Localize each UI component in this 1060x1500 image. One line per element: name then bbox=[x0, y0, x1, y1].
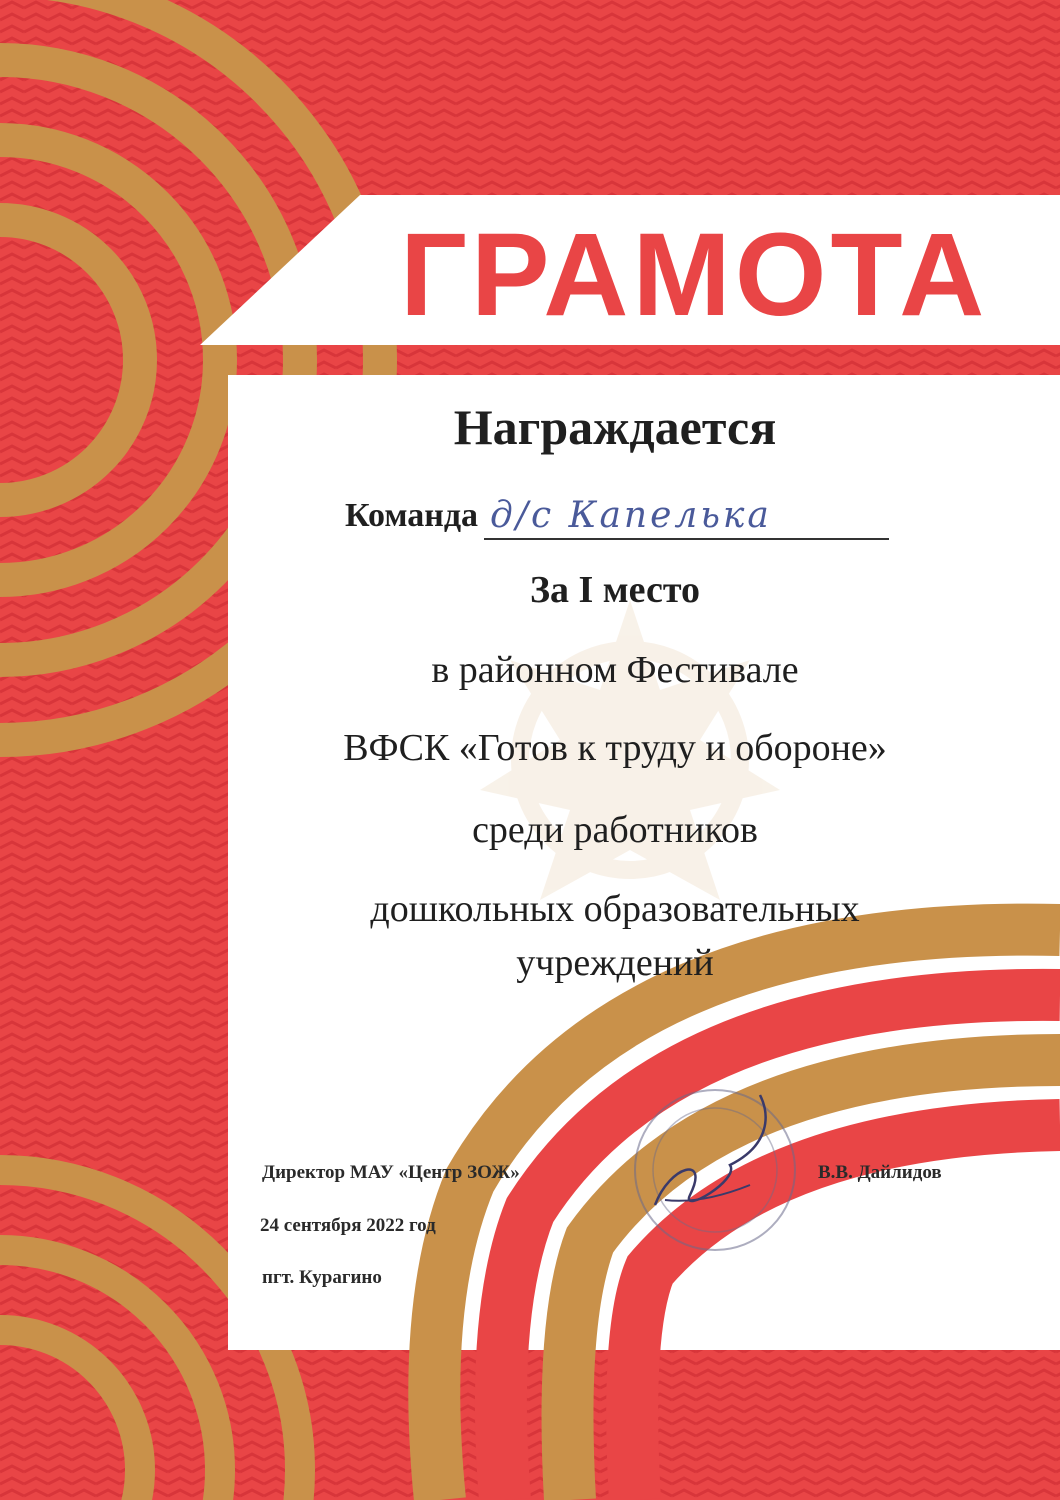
issue-place: пгт. Курагино bbox=[262, 1267, 382, 1288]
body-line-5: учреждений bbox=[516, 942, 714, 984]
team-label: Команда bbox=[345, 497, 479, 534]
body-line-1: в районном Фестивале bbox=[431, 649, 799, 691]
awarded-heading: Награждается bbox=[453, 399, 777, 455]
official-stamp bbox=[620, 1085, 800, 1265]
body-line-2: ВФСК «Готов к труду и обороне» bbox=[343, 727, 887, 769]
director-title: Директор МАУ «Центр ЗОЖ» bbox=[262, 1162, 520, 1183]
director-name: В.В. Дайлидов bbox=[818, 1162, 942, 1183]
body-line-3: среди работников bbox=[472, 809, 758, 851]
team-value-field bbox=[484, 492, 889, 540]
body-line-4: дошкольных образовательных bbox=[370, 888, 860, 930]
place-text: За I место bbox=[529, 569, 701, 611]
team-line bbox=[345, 488, 889, 540]
team-value-handwritten: д/с Капелька bbox=[490, 495, 772, 536]
certificate-title: ГРАМОТА bbox=[400, 209, 989, 341]
issue-date: 24 сентября 2022 год bbox=[260, 1215, 436, 1236]
